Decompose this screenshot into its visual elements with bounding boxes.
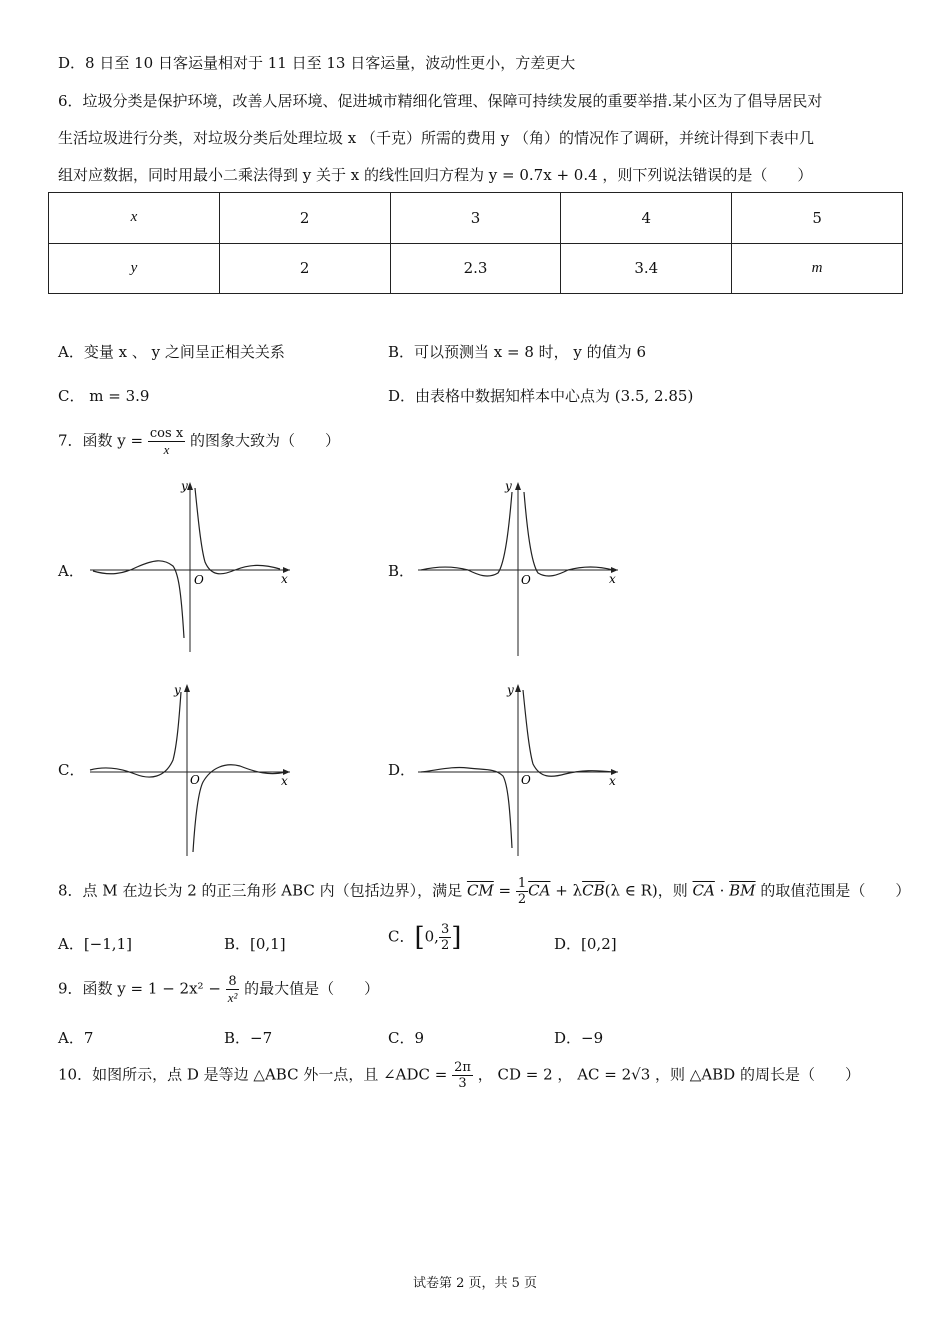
q9-option-d: D．−9 <box>554 1029 604 1047</box>
q8-option-d: D．[0,2] <box>554 935 617 953</box>
q7-stem: 7．函数 y = $\frac{\text{cos x}}{x}$ 的图象大致为（ ） <box>58 426 340 457</box>
q7-fraction: $\frac{\text{cos x}}{x}$ <box>149 426 184 457</box>
table-cell: 2 <box>219 243 390 294</box>
q8-stem: 8．点 M 在边长为 2 的正三角形 ABC 内（包括边界），满足 $\overline{CM}$ = $\frac{1}{2}$ $\overline{CA} + \lambda\overline{CB}(\lambda$ ∈ R)，则 $\overline{CA} \cdot \overline{BM}$ 的取值范围是（ ） <box>58 876 911 907</box>
table-row-y <box>49 243 903 294</box>
q7-graph-b <box>413 478 623 660</box>
axis-x-label: x <box>281 572 288 586</box>
axis-y-label: y <box>181 479 188 493</box>
q6-line2: 生活垃圾进行分类，对垃圾分类后处理垃圾 x （千克）所需的费用 y （角）的情况作了调研，并统计得到下表中几 <box>58 129 815 147</box>
origin-label: O <box>190 773 200 787</box>
q8-option-c: C．[0, $\frac{3}{2}$ ] <box>388 922 462 953</box>
q9-stem: 9．函数 y = 1 − 2x² − $\frac{8}{\text{x²}}$ 的最大值是（ ） <box>58 974 380 1005</box>
origin-label: O <box>194 573 204 587</box>
table-cell: 2.3 <box>390 243 561 294</box>
q6-option-d: D．由表格中数据知样本中心点为 (3.5, 2.85) <box>388 387 694 405</box>
table-cell: 3 <box>390 193 561 244</box>
axis-x-label: x <box>609 572 616 586</box>
origin-label: O <box>521 573 531 587</box>
q7-label-b: B． <box>388 562 415 580</box>
table-cell: 5 <box>732 193 903 244</box>
q7-graph-d <box>413 680 623 860</box>
page-footer: 试卷第 2 页，共 5 页 <box>412 1276 538 1291</box>
q6-option-a: A．变量 x 、 y 之间呈正相关关系 <box>58 343 285 361</box>
q6-option-c: C． m = 3.9 <box>58 387 150 405</box>
table-cell: x <box>49 193 220 244</box>
q6-line1: 6．垃圾分类是保护环境，改善人居环境、促进城市精细化管理、保障可持续发展的重要举措.某小区为了倡导居民对 <box>58 92 823 110</box>
table-row-x <box>49 193 903 244</box>
q7-graph-c <box>85 680 295 860</box>
table-cell: 4 <box>561 193 732 244</box>
q6-line3: 组对应数据，同时用最小二乘法得到 y 关于 x 的线性回归方程为 y = 0.7x + 0.4 ，则下列说法错误的是（ ） <box>58 166 813 184</box>
q9-option-c: C．9 <box>388 1029 425 1047</box>
axis-y-label: y <box>505 479 512 493</box>
q7-label-c: C． <box>58 761 85 779</box>
q6-option-b: B．可以预测当 x = 8 时， y 的值为 6 <box>388 343 646 361</box>
table-cell: 3.4 <box>561 243 732 294</box>
q8-option-a: A．[−1,1] <box>58 935 132 953</box>
axis-x-label: x <box>609 774 616 788</box>
axis-x-label: x <box>281 774 288 788</box>
q8-half: $\frac{1}{2}$ <box>517 876 527 907</box>
q6-data-table <box>48 192 903 294</box>
q7-label-d: D． <box>388 761 416 779</box>
table-cell: 2 <box>219 193 390 244</box>
axis-y-label: y <box>174 683 181 697</box>
origin-label: O <box>521 773 531 787</box>
q9-fraction: $\frac{8}{\text{x²}}$ <box>227 974 238 1005</box>
q5-option-d: D．8 日至 10 日客运量相对于 11 日至 13 日客运量，波动性更小，方差更大 <box>58 54 576 72</box>
table-cell: y <box>49 243 220 294</box>
q10-stem: 10．如图所示，点 D 是等边 △ABC 外一点，且 ∠ADC = $\frac{2\pi}{3}$ ， CD = 2 ， AC = 2√3 ，则 △ABD 的周长是（ ） <box>58 1060 860 1091</box>
q10-fraction: $\frac{2\pi}{3}$ <box>454 1060 471 1091</box>
q7-graph-a <box>85 478 295 654</box>
q8-option-b: B．[0,1] <box>224 935 286 953</box>
table-cell: m <box>732 243 903 294</box>
q9-option-b: B．−7 <box>224 1029 273 1047</box>
q9-option-a: A．7 <box>58 1029 94 1047</box>
q7-label-a: A． <box>58 562 84 580</box>
axis-y-label: y <box>507 683 514 697</box>
